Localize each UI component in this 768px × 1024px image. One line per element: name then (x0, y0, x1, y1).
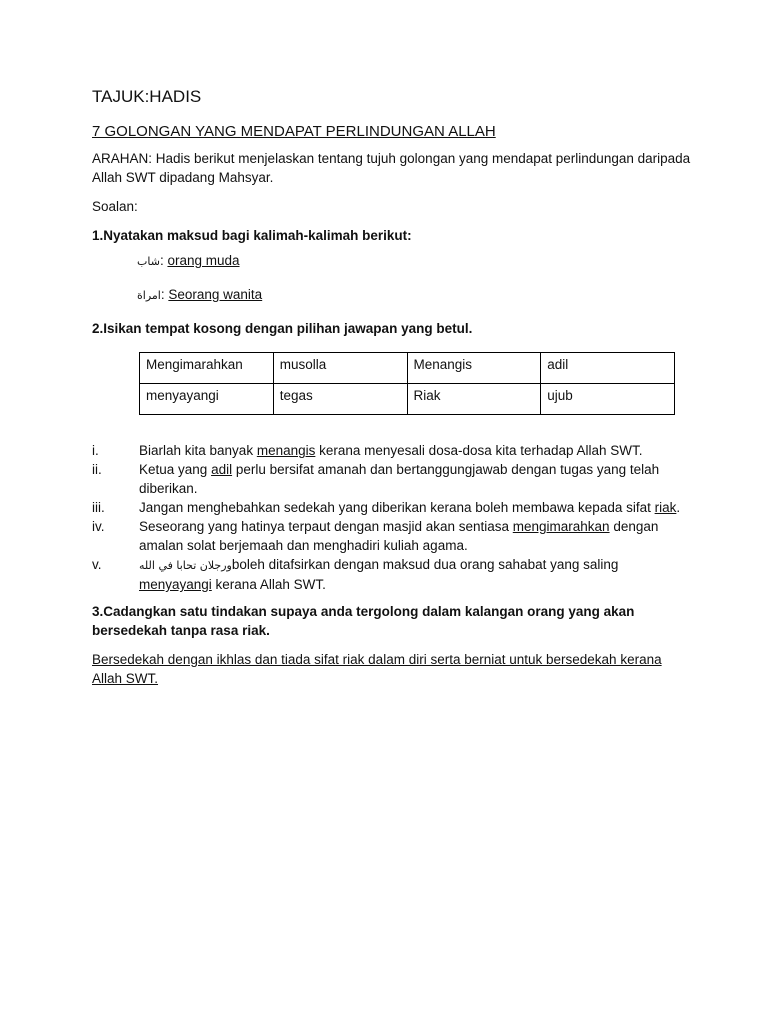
item-text-after: . (676, 500, 681, 515)
word-choice-table (139, 352, 675, 415)
item-text (139, 555, 692, 594)
list-item (92, 498, 692, 517)
arabic-term: شاب (137, 255, 160, 268)
question-1: 1.Nyatakan maksud bagi kalimah-kalimah berikut: (92, 228, 412, 243)
instruction-text: ARAHAN: Hadis berikut menjelaskan tentang tujuh golongan yang mendapat perlindungan daripada Allah SWT dipadang Mahsyar. (92, 151, 691, 185)
item-text (139, 460, 692, 498)
item-answer: adil (211, 462, 233, 477)
item-text (139, 441, 692, 460)
definition-answer: orang muda (167, 253, 240, 268)
table-cell: Mengimarahkan (140, 353, 274, 384)
table-cell: adil (541, 353, 675, 384)
table-cell: Menangis (407, 353, 541, 384)
item-number: i. (92, 443, 99, 458)
item-number: iii. (92, 500, 105, 515)
table-cell: tegas (273, 384, 407, 415)
item-text-after: kerana menyesali dosa-dosa kita terhadap Allah SWT. (315, 443, 643, 458)
definition-1 (137, 251, 692, 275)
separator: : (160, 287, 169, 302)
item-text-before: Seseorang yang hatinya terpaut dengan masjid akan sentiasa (139, 519, 513, 534)
item-number: v. (92, 557, 102, 572)
item-number: iv. (92, 519, 105, 534)
item-text-before: Ketua yang (139, 462, 212, 477)
table-row (140, 384, 675, 415)
fill-blank-list (92, 441, 692, 594)
list-item (92, 441, 692, 460)
item-text-after: dengan amalan solat berjemaah dan menghadiri kuliah agama. (139, 519, 659, 553)
definition-2 (137, 285, 692, 309)
item-number: ii. (92, 462, 102, 477)
item-text-after: perlu bersifat amanah dan bertanggungjawab dengan tugas yang telah diberikan. (139, 462, 660, 496)
page-subtitle: 7 GOLONGAN YANG MENDAPAT PERLINDUNGAN ALLAH (92, 123, 496, 140)
separator: : (159, 253, 168, 268)
item-text-after: kerana Allah SWT. (211, 577, 326, 592)
list-item (92, 555, 692, 594)
item-text-before: boleh ditafsirkan dengan maksud dua orang sahabat yang saling (231, 557, 619, 572)
table-cell: Riak (407, 384, 541, 415)
item-answer: menyayangi (139, 577, 212, 592)
item-text (139, 517, 692, 555)
table-row (140, 353, 675, 384)
arabic-term: امراة (137, 289, 161, 302)
table-cell: ujub (541, 384, 675, 415)
item-answer: menangis (256, 443, 316, 458)
table-cell: menyayangi (140, 384, 274, 415)
question-2: 2.Isikan tempat kosong dengan pilihan jawapan yang betul. (92, 321, 473, 336)
item-answer: riak (654, 500, 677, 515)
question-3-answer: Bersedekah dengan ikhlas dan tiada sifat riak dalam diri serta berniat untuk bersedekah kerana Allah SWT. (92, 652, 662, 686)
item-text-before: Jangan menghebahkan sedekah yang diberikan kerana boleh membawa kepada sifat (139, 500, 655, 515)
item-text-before: Biarlah kita banyak (139, 443, 257, 458)
item-text (139, 498, 692, 517)
table-cell: musolla (273, 353, 407, 384)
question-3: 3.Cadangkan satu tindakan supaya anda tergolong dalam kalangan orang yang akan bersedekah tanpa rasa riak. (92, 604, 635, 638)
item-answer: mengimarahkan (512, 519, 610, 534)
definition-answer: Seorang wanita (168, 287, 263, 302)
soalan-label: Soalan: (92, 199, 138, 214)
page-title: TAJUK:HADIS (92, 87, 202, 106)
arabic-phrase: ورجلان تحابا في الله (139, 559, 232, 572)
worksheet-page (92, 86, 692, 688)
list-item (92, 517, 692, 555)
list-item (92, 460, 692, 498)
